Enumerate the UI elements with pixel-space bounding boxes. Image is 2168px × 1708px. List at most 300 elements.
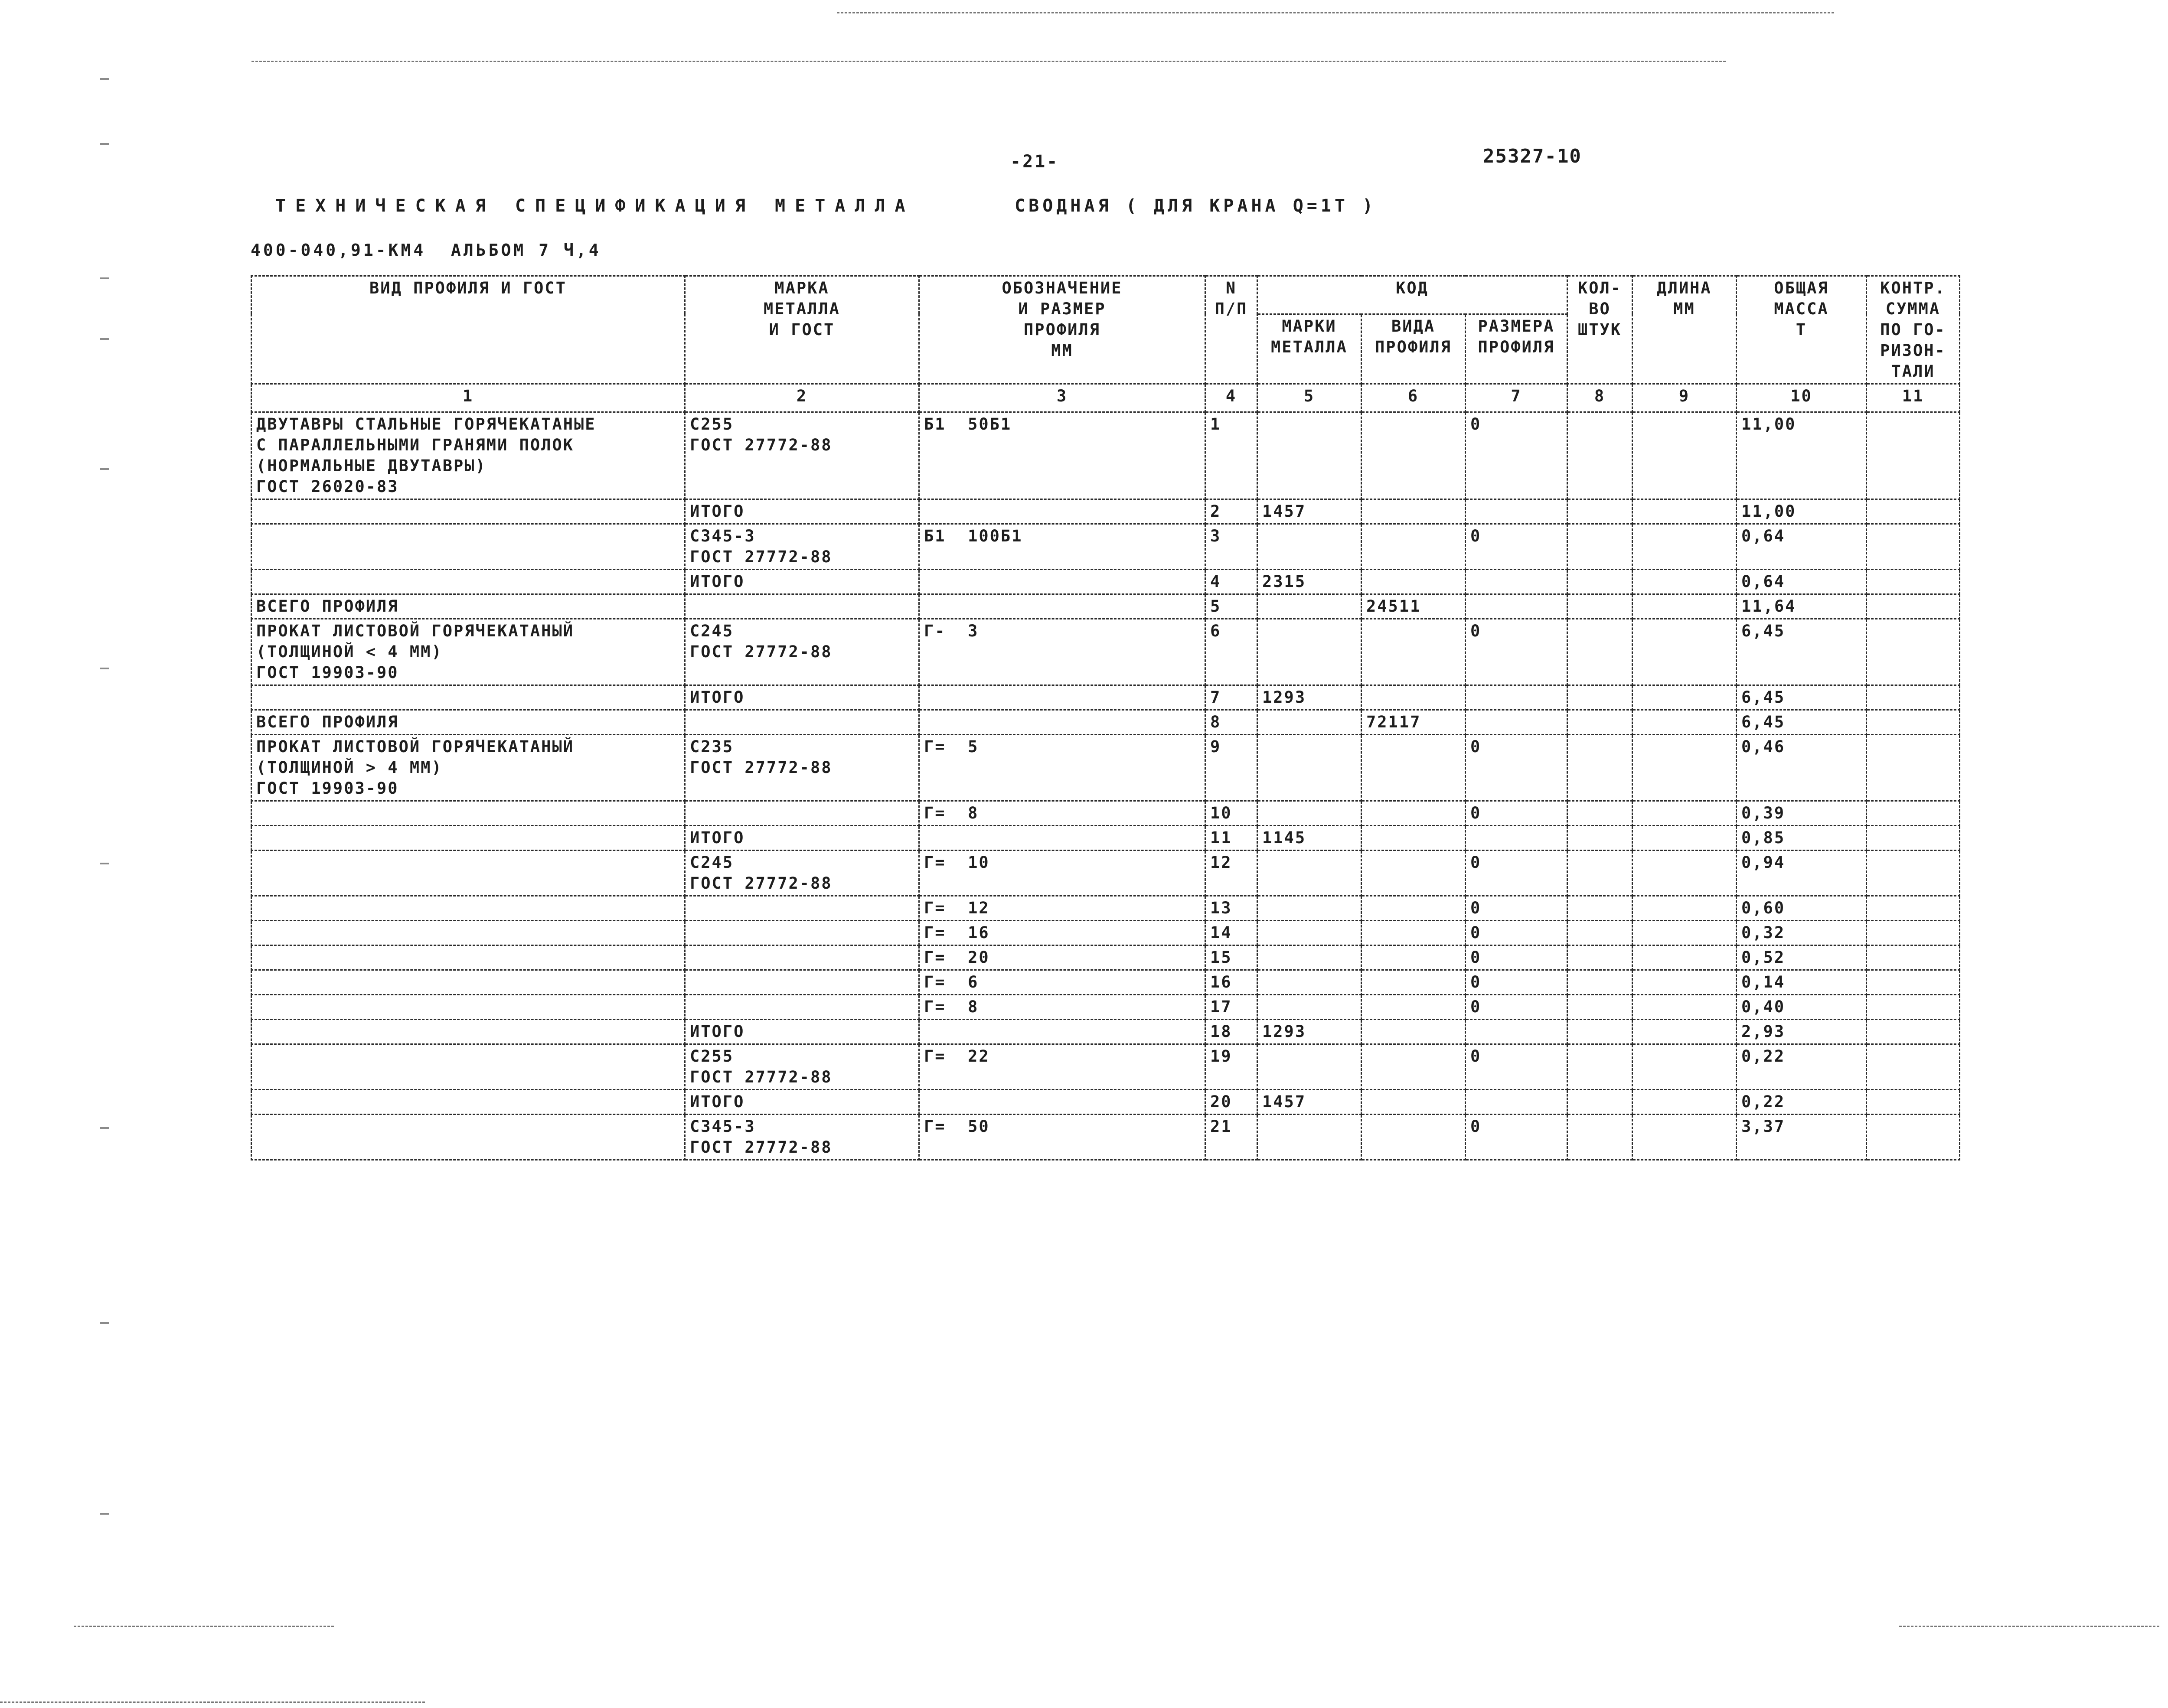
item-number: 5: [1205, 594, 1257, 619]
code-profile-type: [1362, 1090, 1466, 1115]
profile-designation: Г= 8: [919, 995, 1205, 1020]
code-grade: 1293: [1257, 1020, 1362, 1044]
profile-cell-empty: [251, 685, 685, 710]
item-number: 18: [1205, 1020, 1257, 1044]
scan-line-top-2: [251, 61, 1726, 62]
code-profile-size: [1466, 1020, 1567, 1044]
total-mass: 11,00: [1737, 412, 1867, 499]
code-grade: [1257, 524, 1362, 570]
check-sum: [1867, 619, 1960, 685]
code-profile-type: [1362, 826, 1466, 851]
steel-grade: ИТОГО: [685, 826, 919, 851]
profile-designation: [919, 594, 1205, 619]
total-mass: 6,45: [1737, 710, 1867, 735]
code-profile-size: 0: [1466, 945, 1567, 970]
profile-cell-empty: [251, 851, 685, 896]
code-profile-type: [1362, 524, 1466, 570]
code-profile-size: 0: [1466, 921, 1567, 945]
profile-designation: Г= 6: [919, 970, 1205, 995]
code-grade: [1257, 594, 1362, 619]
profile-designation: Г- 3: [919, 619, 1205, 685]
code-profile-type: [1362, 945, 1466, 970]
profile-name: ПРОКАТ ЛИСТОВОЙ ГОРЯЧЕКАТАНЫЙ (ТОЛЩИНОЙ > 4 ММ) ГОСТ 19903-90: [251, 735, 685, 801]
title-main: ТЕХНИЧЕСКАЯ СПЕЦИФИКАЦИЯ МЕТАЛЛА: [275, 196, 915, 216]
item-number: 4: [1205, 570, 1257, 594]
item-number: 6: [1205, 619, 1257, 685]
scan-line-bottom: [0, 1701, 425, 1703]
profile-designation: [919, 685, 1205, 710]
steel-grade: ИТОГО: [685, 685, 919, 710]
length: [1633, 851, 1737, 896]
item-number: 15: [1205, 945, 1257, 970]
length: [1633, 1090, 1737, 1115]
profile-cell-empty: [251, 970, 685, 995]
total-mass: 0,64: [1737, 524, 1867, 570]
total-mass: 0,40: [1737, 995, 1867, 1020]
code-profile-type: [1362, 1020, 1466, 1044]
code-grade: [1257, 945, 1362, 970]
total-mass: 0,46: [1737, 735, 1867, 801]
total-mass: 0,14: [1737, 970, 1867, 995]
check-sum: [1867, 412, 1960, 499]
check-sum: [1867, 1044, 1960, 1090]
check-sum: [1867, 685, 1960, 710]
profile-cell-empty: [251, 1090, 685, 1115]
total-mass: 0,60: [1737, 896, 1867, 921]
steel-grade: [685, 995, 919, 1020]
table-row: [251, 619, 1960, 685]
length: [1633, 896, 1737, 921]
code-profile-type: [1362, 970, 1466, 995]
edge-mark: [100, 277, 109, 279]
code-grade: 1457: [1257, 1090, 1362, 1115]
code-profile-type: [1362, 499, 1466, 524]
edge-mark: [100, 143, 109, 145]
specification-body: [251, 412, 1960, 1160]
table-row: [251, 1044, 1960, 1090]
edge-mark: [100, 78, 109, 80]
scan-line-top: [837, 12, 1834, 13]
code-profile-type: [1362, 735, 1466, 801]
specification-table-wrap: [251, 275, 1960, 1160]
col-header-length: ДЛИНА ММ: [1633, 276, 1737, 384]
profile-cell-empty: [251, 945, 685, 970]
quantity: [1567, 594, 1633, 619]
code-grade: [1257, 921, 1362, 945]
length: [1633, 1020, 1737, 1044]
column-number: 1: [251, 384, 685, 412]
check-sum: [1867, 570, 1960, 594]
quantity: [1567, 945, 1633, 970]
code-profile-type: [1362, 1044, 1466, 1090]
total-mass: 6,45: [1737, 619, 1867, 685]
total-mass: 3,37: [1737, 1115, 1867, 1160]
edge-mark: [100, 863, 109, 864]
code-profile-type: [1362, 412, 1466, 499]
profile-designation: Г= 12: [919, 896, 1205, 921]
code-profile-type: [1362, 801, 1466, 826]
check-sum: [1867, 851, 1960, 896]
code-profile-size: 0: [1466, 1115, 1567, 1160]
check-sum: [1867, 524, 1960, 570]
table-row: [251, 594, 1960, 619]
col-header-code: КОД: [1257, 276, 1567, 314]
quantity: [1567, 735, 1633, 801]
profile-cell-empty: [251, 826, 685, 851]
steel-grade: С255 ГОСТ 27772-88: [685, 412, 919, 499]
item-number: 21: [1205, 1115, 1257, 1160]
profile-designation: Г= 8: [919, 801, 1205, 826]
quantity: [1567, 570, 1633, 594]
quantity: [1567, 1090, 1633, 1115]
length: [1633, 619, 1737, 685]
code-profile-type: [1362, 570, 1466, 594]
steel-grade: [685, 970, 919, 995]
code-grade: [1257, 735, 1362, 801]
code-grade: [1257, 896, 1362, 921]
check-sum: [1867, 995, 1960, 1020]
profile-name: ПРОКАТ ЛИСТОВОЙ ГОРЯЧЕКАТАНЫЙ (ТОЛЩИНОЙ < 4 ММ) ГОСТ 19903-90: [251, 619, 685, 685]
code-profile-size: [1466, 685, 1567, 710]
length: [1633, 970, 1737, 995]
col-header-code-type: ВИДА ПРОФИЛЯ: [1362, 314, 1466, 384]
item-number: 14: [1205, 921, 1257, 945]
col-header-designation: ОБОЗНАЧЕНИЕ И РАЗМЕР ПРОФИЛЯ ММ: [919, 276, 1205, 384]
column-number: 4: [1205, 384, 1257, 412]
check-sum: [1867, 826, 1960, 851]
document-number: 25327-10: [1483, 145, 1582, 167]
total-mass: 11,64: [1737, 594, 1867, 619]
column-number: 9: [1633, 384, 1737, 412]
quantity: [1567, 1115, 1633, 1160]
code-profile-size: 0: [1466, 412, 1567, 499]
table-row: [251, 970, 1960, 995]
table-row: [251, 524, 1960, 570]
total-mass: 0,22: [1737, 1090, 1867, 1115]
check-sum: [1867, 1020, 1960, 1044]
profile-cell-empty: [251, 1044, 685, 1090]
profile-cell-empty: [251, 921, 685, 945]
profile-designation: Г= 20: [919, 945, 1205, 970]
item-number: 10: [1205, 801, 1257, 826]
table-row: [251, 735, 1960, 801]
quantity: [1567, 619, 1633, 685]
table-row: [251, 921, 1960, 945]
length: [1633, 995, 1737, 1020]
quantity: [1567, 826, 1633, 851]
code-profile-size: [1466, 1090, 1567, 1115]
code-grade: [1257, 1044, 1362, 1090]
total-mass: 0,39: [1737, 801, 1867, 826]
length: [1633, 735, 1737, 801]
code-grade: [1257, 710, 1362, 735]
code-grade: [1257, 412, 1362, 499]
profile-designation: Г= 10: [919, 851, 1205, 896]
profile-cell-empty: [251, 896, 685, 921]
profile-name: ДВУТАВРЫ СТАЛЬНЫЕ ГОРЯЧЕКАТАНЫЕ С ПАРАЛЛЕЛЬНЫМИ ГРАНЯМИ ПОЛОК (НОРМАЛЬНЫЕ ДВУТАВРЫ) ГОСТ 26020-83: [251, 412, 685, 499]
page-title: [275, 196, 1376, 216]
edge-mark: [100, 668, 109, 669]
length: [1633, 524, 1737, 570]
quantity: [1567, 995, 1633, 1020]
steel-grade: С345-3 ГОСТ 27772-88: [685, 524, 919, 570]
item-number: 20: [1205, 1090, 1257, 1115]
profile-designation: [919, 710, 1205, 735]
col-header-code-size: РАЗМЕРА ПРОФИЛЯ: [1466, 314, 1567, 384]
album-reference: 400-040,91-КМ4 АЛЬБОМ 7 Ч,4: [251, 241, 601, 260]
total-profile-label: ВСЕГО ПРОФИЛЯ: [251, 710, 685, 735]
item-number: 13: [1205, 896, 1257, 921]
item-number: 16: [1205, 970, 1257, 995]
total-mass: 0,52: [1737, 945, 1867, 970]
edge-mark: [100, 1513, 109, 1515]
profile-cell-empty: [251, 524, 685, 570]
column-number: 8: [1567, 384, 1633, 412]
code-profile-size: 0: [1466, 896, 1567, 921]
code-profile-size: 0: [1466, 619, 1567, 685]
column-number: 7: [1466, 384, 1567, 412]
edge-mark: [100, 1322, 109, 1324]
code-profile-type: [1362, 1115, 1466, 1160]
code-profile-type: 24511: [1362, 594, 1466, 619]
length: [1633, 570, 1737, 594]
code-profile-size: 0: [1466, 995, 1567, 1020]
quantity: [1567, 524, 1633, 570]
scan-line-bottom-left: [74, 1626, 334, 1627]
table-row: [251, 685, 1960, 710]
profile-designation: Г= 5: [919, 735, 1205, 801]
profile-designation: Б1 100Б1: [919, 524, 1205, 570]
profile-designation: Г= 16: [919, 921, 1205, 945]
table-row: [251, 570, 1960, 594]
check-sum: [1867, 710, 1960, 735]
check-sum: [1867, 896, 1960, 921]
steel-grade: ИТОГО: [685, 499, 919, 524]
code-grade: 1145: [1257, 826, 1362, 851]
steel-grade: [685, 801, 919, 826]
quantity: [1567, 710, 1633, 735]
length: [1633, 945, 1737, 970]
check-sum: [1867, 970, 1960, 995]
table-row: [251, 826, 1960, 851]
edge-mark: [100, 338, 109, 340]
profile-designation: Б1 50Б1: [919, 412, 1205, 499]
col-header-grade: МАРКА МЕТАЛЛА И ГОСТ: [685, 276, 919, 384]
quantity: [1567, 499, 1633, 524]
code-profile-size: [1466, 594, 1567, 619]
check-sum: [1867, 594, 1960, 619]
length: [1633, 826, 1737, 851]
item-number: 1: [1205, 412, 1257, 499]
code-grade: 2315: [1257, 570, 1362, 594]
total-mass: 0,22: [1737, 1044, 1867, 1090]
steel-grade: [685, 710, 919, 735]
code-profile-type: [1362, 995, 1466, 1020]
code-profile-size: 0: [1466, 1044, 1567, 1090]
steel-grade: С235 ГОСТ 27772-88: [685, 735, 919, 801]
code-profile-size: 0: [1466, 851, 1567, 896]
column-number: 10: [1737, 384, 1867, 412]
profile-designation: Г= 22: [919, 1044, 1205, 1090]
code-profile-size: 0: [1466, 970, 1567, 995]
col-header-code-grade: МАРКИ МЕТАЛЛА: [1257, 314, 1362, 384]
table-row: [251, 851, 1960, 896]
profile-cell-empty: [251, 801, 685, 826]
item-number: 7: [1205, 685, 1257, 710]
item-number: 2: [1205, 499, 1257, 524]
col-header-mass: ОБЩАЯ МАССА Т: [1737, 276, 1867, 384]
length: [1633, 1115, 1737, 1160]
steel-grade: ИТОГО: [685, 1090, 919, 1115]
total-profile-label: ВСЕГО ПРОФИЛЯ: [251, 594, 685, 619]
check-sum: [1867, 499, 1960, 524]
code-grade: [1257, 801, 1362, 826]
quantity: [1567, 970, 1633, 995]
code-profile-size: 0: [1466, 735, 1567, 801]
total-mass: 2,93: [1737, 1020, 1867, 1044]
specification-table: [251, 275, 1960, 1160]
steel-grade: С245 ГОСТ 27772-88: [685, 851, 919, 896]
profile-designation: [919, 1020, 1205, 1044]
item-number: 8: [1205, 710, 1257, 735]
check-sum: [1867, 735, 1960, 801]
code-profile-size: [1466, 570, 1567, 594]
quantity: [1567, 896, 1633, 921]
total-mass: 0,85: [1737, 826, 1867, 851]
code-grade: 1293: [1257, 685, 1362, 710]
quantity: [1567, 801, 1633, 826]
length: [1633, 499, 1737, 524]
table-row: [251, 710, 1960, 735]
code-grade: [1257, 995, 1362, 1020]
column-number: 3: [919, 384, 1205, 412]
code-profile-size: [1466, 499, 1567, 524]
length: [1633, 412, 1737, 499]
check-sum: [1867, 945, 1960, 970]
quantity: [1567, 1020, 1633, 1044]
edge-mark: [100, 468, 109, 470]
table-row: [251, 499, 1960, 524]
code-profile-type: [1362, 851, 1466, 896]
code-profile-type: [1362, 921, 1466, 945]
code-profile-type: 72117: [1362, 710, 1466, 735]
table-row: [251, 801, 1960, 826]
code-grade: [1257, 970, 1362, 995]
total-mass: 11,00: [1737, 499, 1867, 524]
table-row: [251, 1020, 1960, 1044]
table-row: [251, 412, 1960, 499]
length: [1633, 921, 1737, 945]
profile-designation: [919, 826, 1205, 851]
check-sum: [1867, 1090, 1960, 1115]
profile-cell-empty: [251, 499, 685, 524]
quantity: [1567, 685, 1633, 710]
item-number: 11: [1205, 826, 1257, 851]
profile-designation: [919, 499, 1205, 524]
length: [1633, 685, 1737, 710]
code-profile-size: [1466, 826, 1567, 851]
steel-grade: С255 ГОСТ 27772-88: [685, 1044, 919, 1090]
code-profile-size: [1466, 710, 1567, 735]
profile-cell-empty: [251, 570, 685, 594]
profile-designation: Г= 50: [919, 1115, 1205, 1160]
code-grade: [1257, 1115, 1362, 1160]
table-row: [251, 995, 1960, 1020]
steel-grade: [685, 594, 919, 619]
code-profile-type: [1362, 619, 1466, 685]
steel-grade: ИТОГО: [685, 1020, 919, 1044]
item-number: 9: [1205, 735, 1257, 801]
check-sum: [1867, 1115, 1960, 1160]
total-mass: 0,32: [1737, 921, 1867, 945]
length: [1633, 1044, 1737, 1090]
item-number: 12: [1205, 851, 1257, 896]
check-sum: [1867, 801, 1960, 826]
column-number: 2: [685, 384, 919, 412]
code-profile-size: 0: [1466, 801, 1567, 826]
edge-mark: [100, 1127, 109, 1129]
length: [1633, 801, 1737, 826]
table-row: [251, 945, 1960, 970]
total-mass: 6,45: [1737, 685, 1867, 710]
steel-grade: [685, 896, 919, 921]
profile-cell-empty: [251, 1115, 685, 1160]
check-sum: [1867, 921, 1960, 945]
col-header-qty: КОЛ- ВО ШТУК: [1567, 276, 1633, 384]
column-number-row: [251, 384, 1960, 412]
column-number: 6: [1362, 384, 1466, 412]
code-grade: 1457: [1257, 499, 1362, 524]
profile-designation: [919, 1090, 1205, 1115]
item-number: 3: [1205, 524, 1257, 570]
item-number: 19: [1205, 1044, 1257, 1090]
quantity: [1567, 921, 1633, 945]
table-row: [251, 1090, 1960, 1115]
column-number: 11: [1867, 384, 1960, 412]
column-number: 5: [1257, 384, 1362, 412]
code-profile-type: [1362, 685, 1466, 710]
item-number: 17: [1205, 995, 1257, 1020]
total-mass: 0,64: [1737, 570, 1867, 594]
steel-grade: [685, 945, 919, 970]
profile-designation: [919, 570, 1205, 594]
title-tail: СВОДНАЯ ( ДЛЯ КРАНА Q=1Т ): [1015, 196, 1377, 216]
length: [1633, 710, 1737, 735]
code-profile-type: [1362, 896, 1466, 921]
col-header-item-no: N П/П: [1205, 276, 1257, 384]
steel-grade: С345-3 ГОСТ 27772-88: [685, 1115, 919, 1160]
steel-grade: С245 ГОСТ 27772-88: [685, 619, 919, 685]
code-grade: [1257, 619, 1362, 685]
total-mass: 0,94: [1737, 851, 1867, 896]
quantity: [1567, 851, 1633, 896]
quantity: [1567, 412, 1633, 499]
col-header-check: КОНТР. СУММА ПО ГО- РИЗОН- ТАЛИ: [1867, 276, 1960, 384]
col-header-profile: ВИД ПРОФИЛЯ И ГОСТ: [251, 276, 685, 384]
length: [1633, 594, 1737, 619]
scan-line-bottom-right: [1899, 1626, 2159, 1627]
page-number: -21-: [1010, 152, 1059, 172]
table-row: [251, 1115, 1960, 1160]
code-grade: [1257, 851, 1362, 896]
steel-grade: ИТОГО: [685, 570, 919, 594]
table-row: [251, 896, 1960, 921]
code-profile-size: 0: [1466, 524, 1567, 570]
steel-grade: [685, 921, 919, 945]
profile-cell-empty: [251, 1020, 685, 1044]
profile-cell-empty: [251, 995, 685, 1020]
quantity: [1567, 1044, 1633, 1090]
